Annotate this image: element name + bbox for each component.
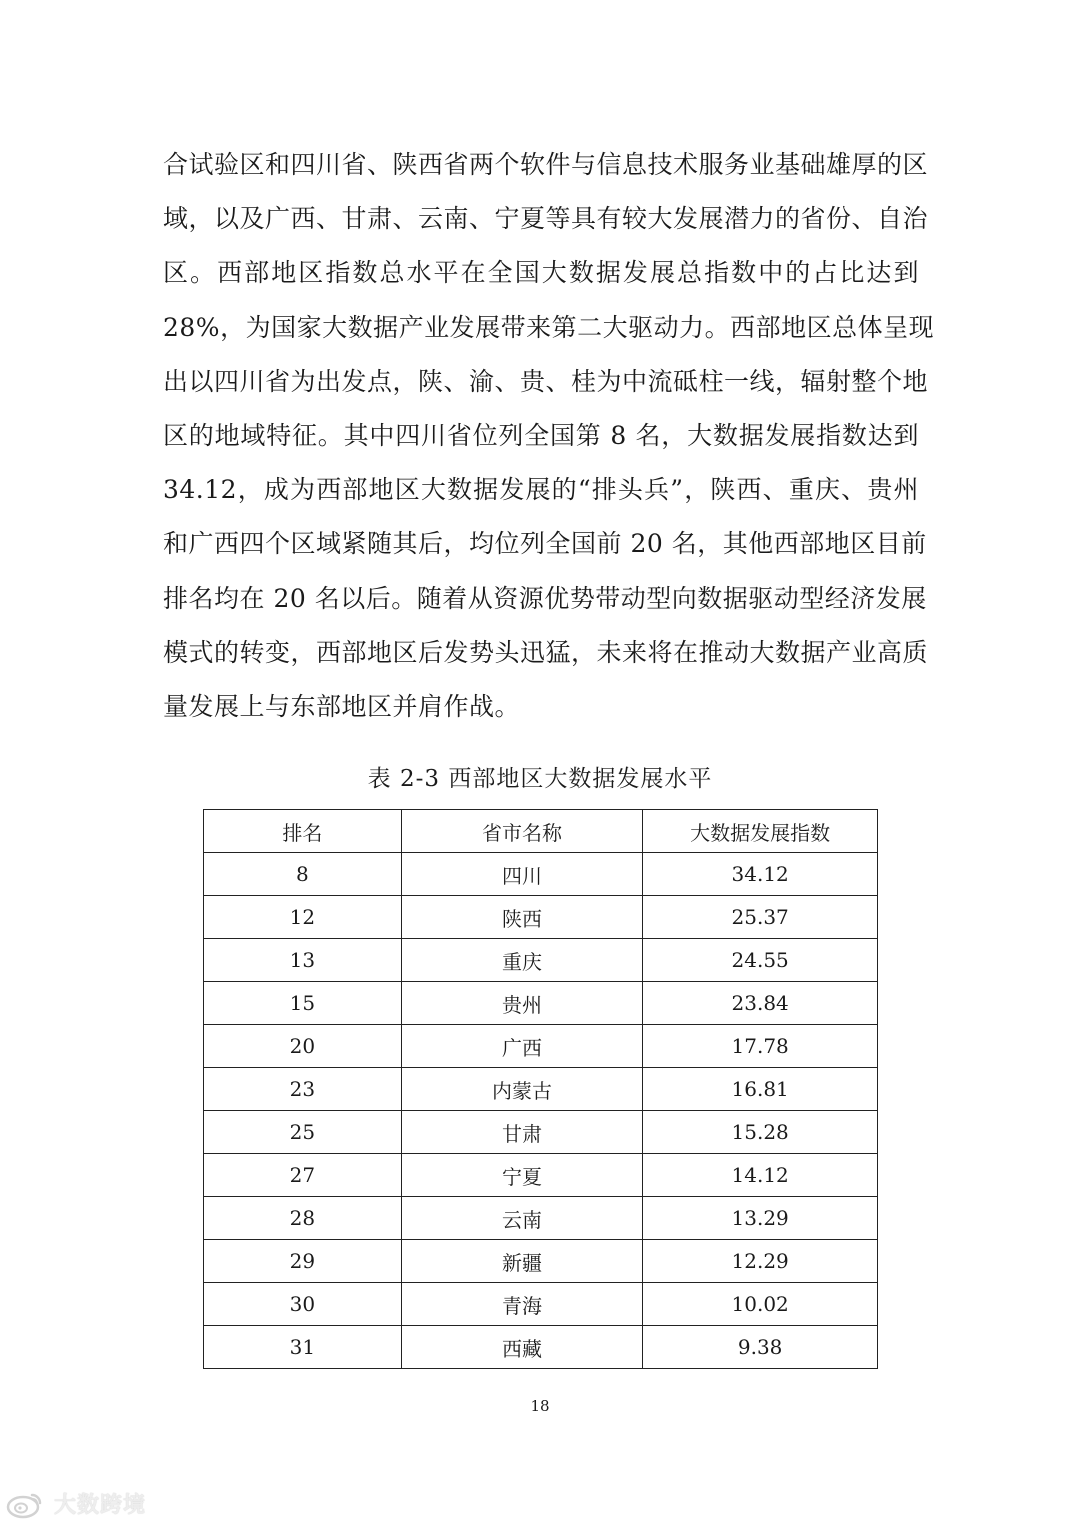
cell-province: 广西 xyxy=(401,1025,643,1068)
paragraph-line: 排名均在 20 名以后。随着从资源优势带动型向数据驱动型经济发展 xyxy=(163,583,927,613)
cell-rank: 31 xyxy=(204,1326,402,1369)
paragraph-line: 区的地域特征。其中四川省位列全国第 8 名，大数据发展指数达到 xyxy=(163,421,919,451)
cell-index: 15.28 xyxy=(643,1111,878,1154)
cell-province: 贵州 xyxy=(401,982,643,1025)
table-row xyxy=(204,1111,878,1154)
table-row xyxy=(204,1068,878,1111)
cell-rank: 30 xyxy=(204,1283,402,1326)
table-row xyxy=(204,1240,878,1283)
cell-index: 10.02 xyxy=(643,1283,878,1326)
table-header-row xyxy=(204,810,878,853)
cell-rank: 27 xyxy=(204,1154,402,1197)
watermark xyxy=(6,1488,146,1519)
header-rank: 排名 xyxy=(204,810,402,853)
data-table xyxy=(203,809,878,1369)
cell-province: 新疆 xyxy=(401,1240,643,1283)
paragraph-line: 和广西四个区域紧随其后，均位列全国前 20 名，其他西部地区目前 xyxy=(163,529,927,559)
cell-index: 13.29 xyxy=(643,1197,878,1240)
cell-index: 17.78 xyxy=(643,1025,878,1068)
cell-province: 甘肃 xyxy=(401,1111,643,1154)
paragraph-line: 量发展上与东部地区并肩作战。 xyxy=(163,692,521,722)
cell-province: 宁夏 xyxy=(401,1154,643,1197)
paragraph-line: 域，以及广西、甘肃、云南、宁夏等具有较大发展潜力的省份、自治 xyxy=(163,204,929,234)
cell-index: 23.84 xyxy=(643,982,878,1025)
paragraph-line: 28%，为国家大数据产业发展带来第二大驱动力。西部地区总体呈现 xyxy=(163,312,935,342)
cell-rank: 12 xyxy=(204,896,402,939)
cell-index: 16.81 xyxy=(643,1068,878,1111)
header-province: 省市名称 xyxy=(401,810,643,853)
cell-province: 四川 xyxy=(401,853,643,896)
cell-rank: 15 xyxy=(204,982,402,1025)
paragraph-line: 模式的转变，西部地区后发势头迅猛，未来将在推动大数据产业高质 xyxy=(163,637,929,667)
cell-province: 青海 xyxy=(401,1283,643,1326)
cell-index: 9.38 xyxy=(643,1326,878,1369)
body-paragraph xyxy=(163,138,935,734)
table-row xyxy=(204,939,878,982)
paragraph-line: 出以四川省为出发点，陕、渝、贵、桂为中流砥柱一线，辐射整个地 xyxy=(163,366,929,396)
page-number: 18 xyxy=(530,1397,550,1415)
cell-index: 24.55 xyxy=(643,939,878,982)
cell-rank: 29 xyxy=(204,1240,402,1283)
cell-rank: 28 xyxy=(204,1197,402,1240)
cell-rank: 20 xyxy=(204,1025,402,1068)
table-row xyxy=(204,1197,878,1240)
cell-index: 14.12 xyxy=(643,1154,878,1197)
paragraph-line: 区。西部地区指数总水平在全国大数据发展总指数中的占比达到 xyxy=(163,258,919,288)
cell-province: 陕西 xyxy=(401,896,643,939)
cell-rank: 25 xyxy=(204,1111,402,1154)
watermark-text: 大数跨境 xyxy=(54,1493,147,1518)
table-row xyxy=(204,896,878,939)
cell-rank: 23 xyxy=(204,1068,402,1111)
cell-rank: 13 xyxy=(204,939,402,982)
table-row xyxy=(204,982,878,1025)
cell-index: 25.37 xyxy=(643,896,878,939)
paragraph-line: 34.12，成为西部地区大数据发展的“排头兵”，陕西、重庆、贵州 xyxy=(163,475,919,505)
weibo-logo-icon xyxy=(6,1489,46,1519)
cell-index: 34.12 xyxy=(643,853,878,896)
cell-rank: 8 xyxy=(204,853,402,896)
cell-province: 重庆 xyxy=(401,939,643,982)
cell-province: 西藏 xyxy=(401,1326,643,1369)
table-row xyxy=(204,1025,878,1068)
table-caption: 表 2-3 西部地区大数据发展水平 xyxy=(367,766,713,792)
cell-province: 云南 xyxy=(401,1197,643,1240)
paragraph-line: 合试验区和四川省、陕西省两个软件与信息技术服务业基础雄厚的区 xyxy=(163,150,929,179)
table-row xyxy=(204,1326,878,1369)
table-row xyxy=(204,1154,878,1197)
header-index: 大数据发展指数 xyxy=(643,810,878,853)
table-row xyxy=(204,853,878,896)
cell-index: 12.29 xyxy=(643,1240,878,1283)
table-row xyxy=(204,1283,878,1326)
cell-province: 内蒙古 xyxy=(401,1068,643,1111)
